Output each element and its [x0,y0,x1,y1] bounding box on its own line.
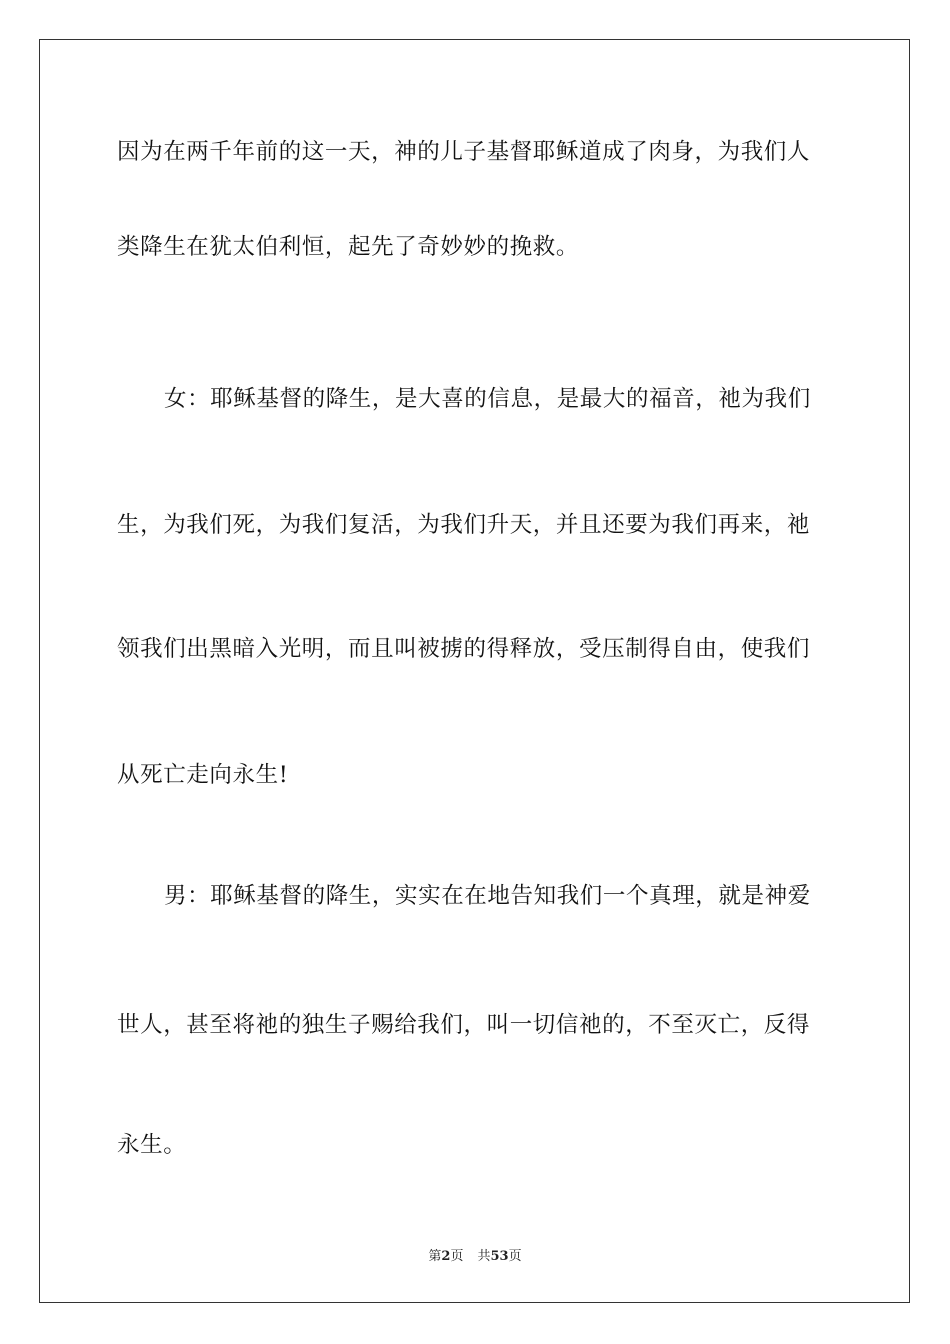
total-pages: 53 [490,1249,509,1264]
paragraph-line-8: 世人，甚至将祂的独生子赐给我们，叫一切信祂的，不至灭亡，反得 [117,1012,811,1038]
paragraph-line-5: 领我们出黑暗入光明，而且叫被掳的得释放，受压制得自由，使我们 [117,636,811,662]
paragraph-line-4: 生，为我们死，为我们复活，为我们升天，并且还要为我们再来，祂 [117,512,811,538]
paragraph-line-6: 从死亡走向永生! [117,762,289,788]
paragraph-line-9: 永生。 [117,1132,187,1158]
paragraph-line-1: 因为在两千年前的这一天，神的儿子基督耶稣道成了肉身，为我们人 [117,139,811,165]
paragraph-line-3: 女：耶稣基督的降生，是大喜的信息，是最大的福音，祂为我们 [164,386,811,412]
total-prefix: 共 [477,1249,491,1264]
total-suffix: 页 [508,1249,522,1264]
page-prefix: 第 [428,1249,442,1264]
page-number: 2 [441,1249,451,1264]
page-border [39,39,910,1303]
page-suffix: 页 [450,1249,464,1264]
paragraph-line-2: 类降生在犹太伯利恒，起先了奇妙妙的挽救。 [117,234,580,260]
paragraph-line-7: 男：耶稣基督的降生，实实在在地告知我们一个真理，就是神爱 [164,883,811,909]
page-footer [0,1249,950,1265]
